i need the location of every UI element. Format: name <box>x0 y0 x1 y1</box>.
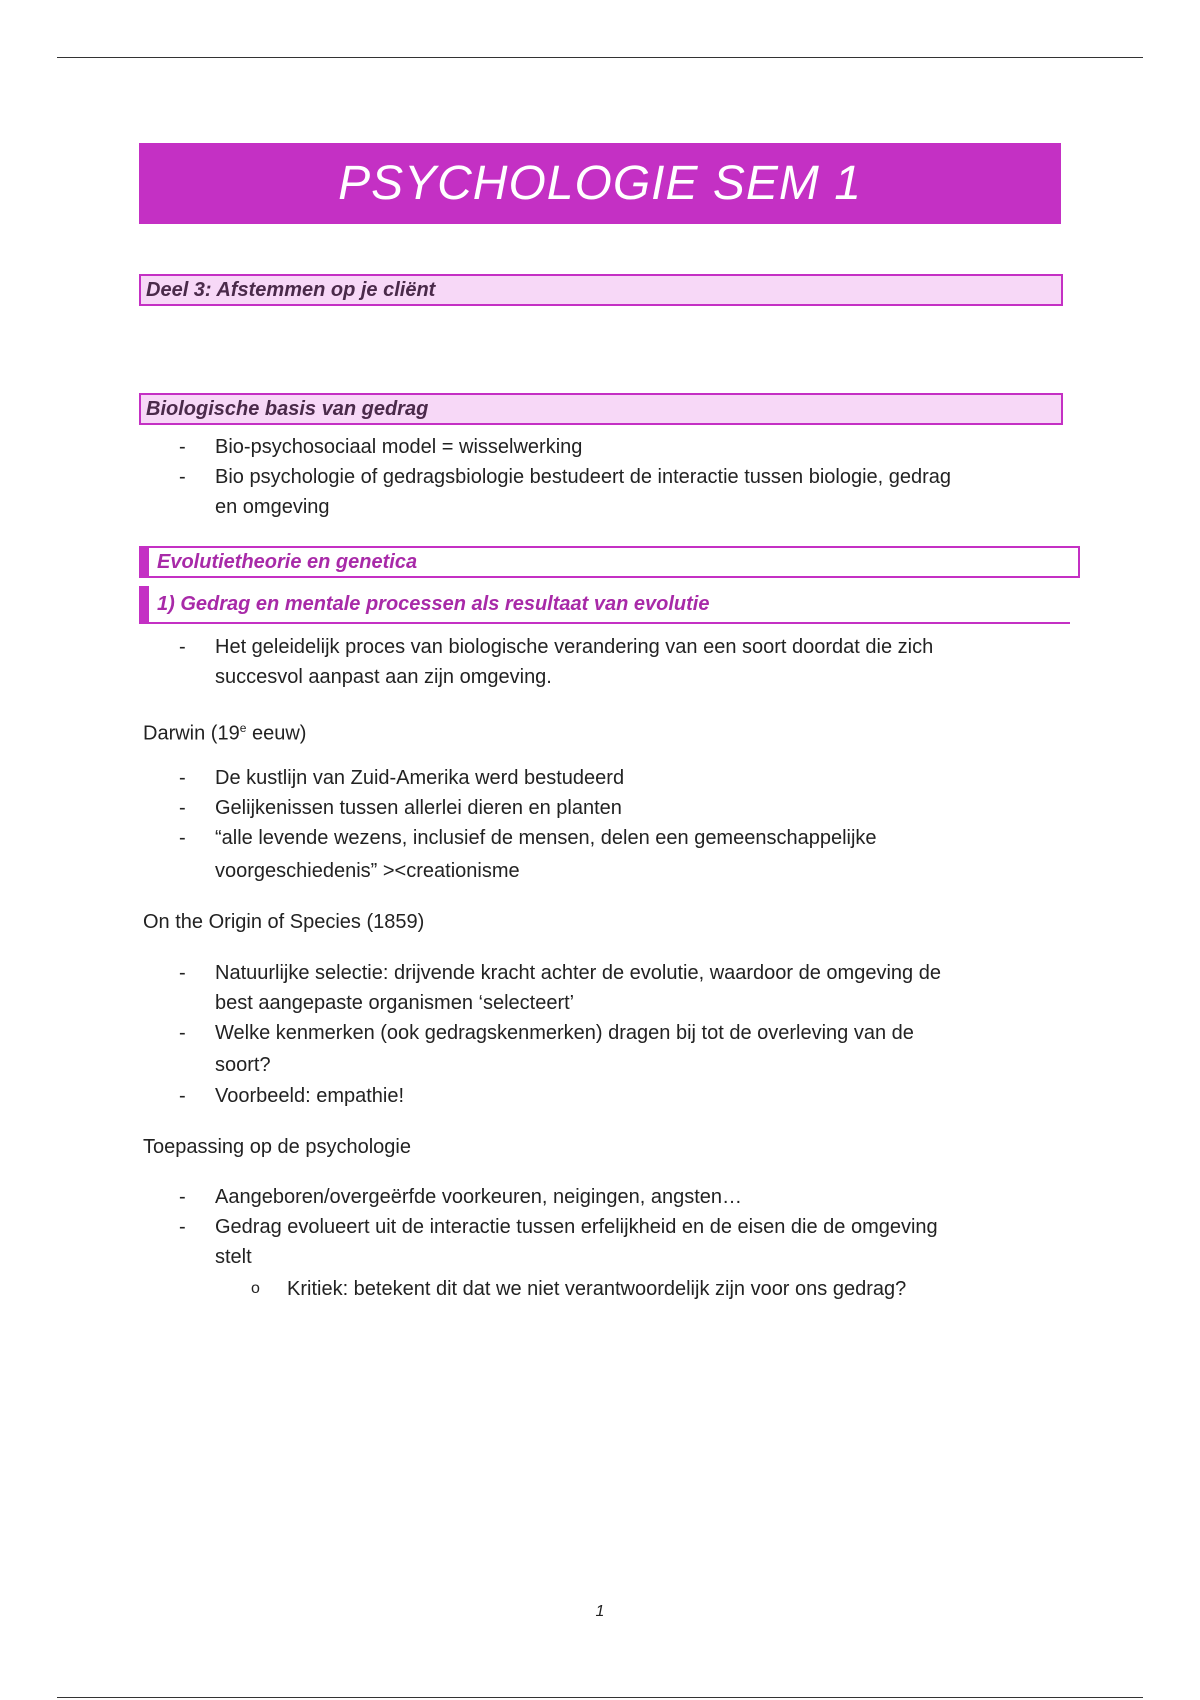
evolution-subheading-box <box>139 586 1070 624</box>
application-bullet-2: - Gedrag evolueert uit de interactie tussen erfelijkheid en de eisen die de omgeving <box>179 1212 1079 1242</box>
application-bullet-1: - Aangeboren/overgeërfde voorkeuren, neigingen, angsten… <box>179 1182 1079 1212</box>
origin-heading: On the Origin of Species (1859) <box>143 911 425 933</box>
page-number: 1 <box>595 1603 605 1620</box>
bio-heading-box <box>139 393 1063 425</box>
part-heading: Deel 3: Afstemmen op je cliënt <box>146 278 436 301</box>
darwin-heading: Darwin (19e eeuw) <box>143 721 307 745</box>
title-banner <box>139 143 1061 224</box>
origin-bullet-3: - Voorbeeld: empathie! <box>179 1081 1079 1111</box>
bio-bullet-2: - Bio psychologie of gedragsbiologie bestudeert de interactie tussen biologie, gedrag <box>179 462 1079 492</box>
darwin-bullet-3-continued: voorgeschiedenis” ><creationisme <box>215 860 520 882</box>
bullet-dash: - <box>179 466 186 488</box>
evolution-bullet-1-continued: succesvol aanpast aan zijn omgeving. <box>215 666 552 688</box>
bullet-dash: - <box>179 827 186 849</box>
bullet-dash: - <box>179 767 186 789</box>
bullet-dash: - <box>179 436 186 458</box>
darwin-bullet-3: - “alle levende wezens, inclusief de mensen, delen een gemeenschappelijke <box>179 823 1079 853</box>
darwin-bullet-2: - Gelijkenissen tussen allerlei dieren en planten <box>179 793 1079 823</box>
evolution-heading: Evolutietheorie en genetica <box>157 550 418 573</box>
bottom-rule <box>57 1697 1143 1698</box>
top-rule <box>57 57 1143 58</box>
bio-heading: Biologische basis van gedrag <box>146 397 429 420</box>
bullet-dash: - <box>179 962 186 984</box>
origin-bullet-1-continued: best aangepaste organismen ‘selecteert’ <box>215 992 575 1014</box>
application-heading: Toepassing op de psychologie <box>143 1136 411 1158</box>
origin-bullet-2-continued: soort? <box>215 1054 271 1076</box>
bullet-dash: - <box>179 1085 186 1107</box>
evolution-subheading: 1) Gedrag en mentale processen als resultaat van evolutie <box>157 592 710 615</box>
bullet-dash: - <box>179 1186 186 1208</box>
part-heading-box <box>139 274 1063 306</box>
application-bullet-2-continued: stelt <box>215 1246 252 1268</box>
bullet-dash: - <box>179 1216 186 1238</box>
origin-bullet-2: - Welke kenmerken (ook gedragskenmerken) dragen bij tot de overleving van de <box>179 1018 1079 1048</box>
bullet-dash: - <box>179 797 186 819</box>
evolution-bullet-1: - Het geleidelijk proces van biologische verandering van een soort doordat die zich <box>179 632 1079 662</box>
evolution-heading-box <box>139 546 1080 578</box>
darwin-bullet-1: - De kustlijn van Zuid-Amerika werd bestudeerd <box>179 763 1079 793</box>
sub-bullet-circle: o <box>251 1280 260 1297</box>
application-sub-bullet: Kritiek: betekent dit dat we niet verantwoordelijk zijn voor ons gedrag? <box>287 1278 907 1300</box>
bio-bullet-1: - Bio-psychosociaal model = wisselwerking <box>179 432 1079 462</box>
bullet-dash: - <box>179 1022 186 1044</box>
document-title: PSYCHOLOGIE SEM 1 <box>338 157 862 210</box>
bio-bullet-2-continued: en omgeving <box>215 496 330 518</box>
origin-bullet-1: - Natuurlijke selectie: drijvende kracht achter de evolutie, waardoor de omgeving de <box>179 958 1079 988</box>
bullet-dash: - <box>179 636 186 658</box>
